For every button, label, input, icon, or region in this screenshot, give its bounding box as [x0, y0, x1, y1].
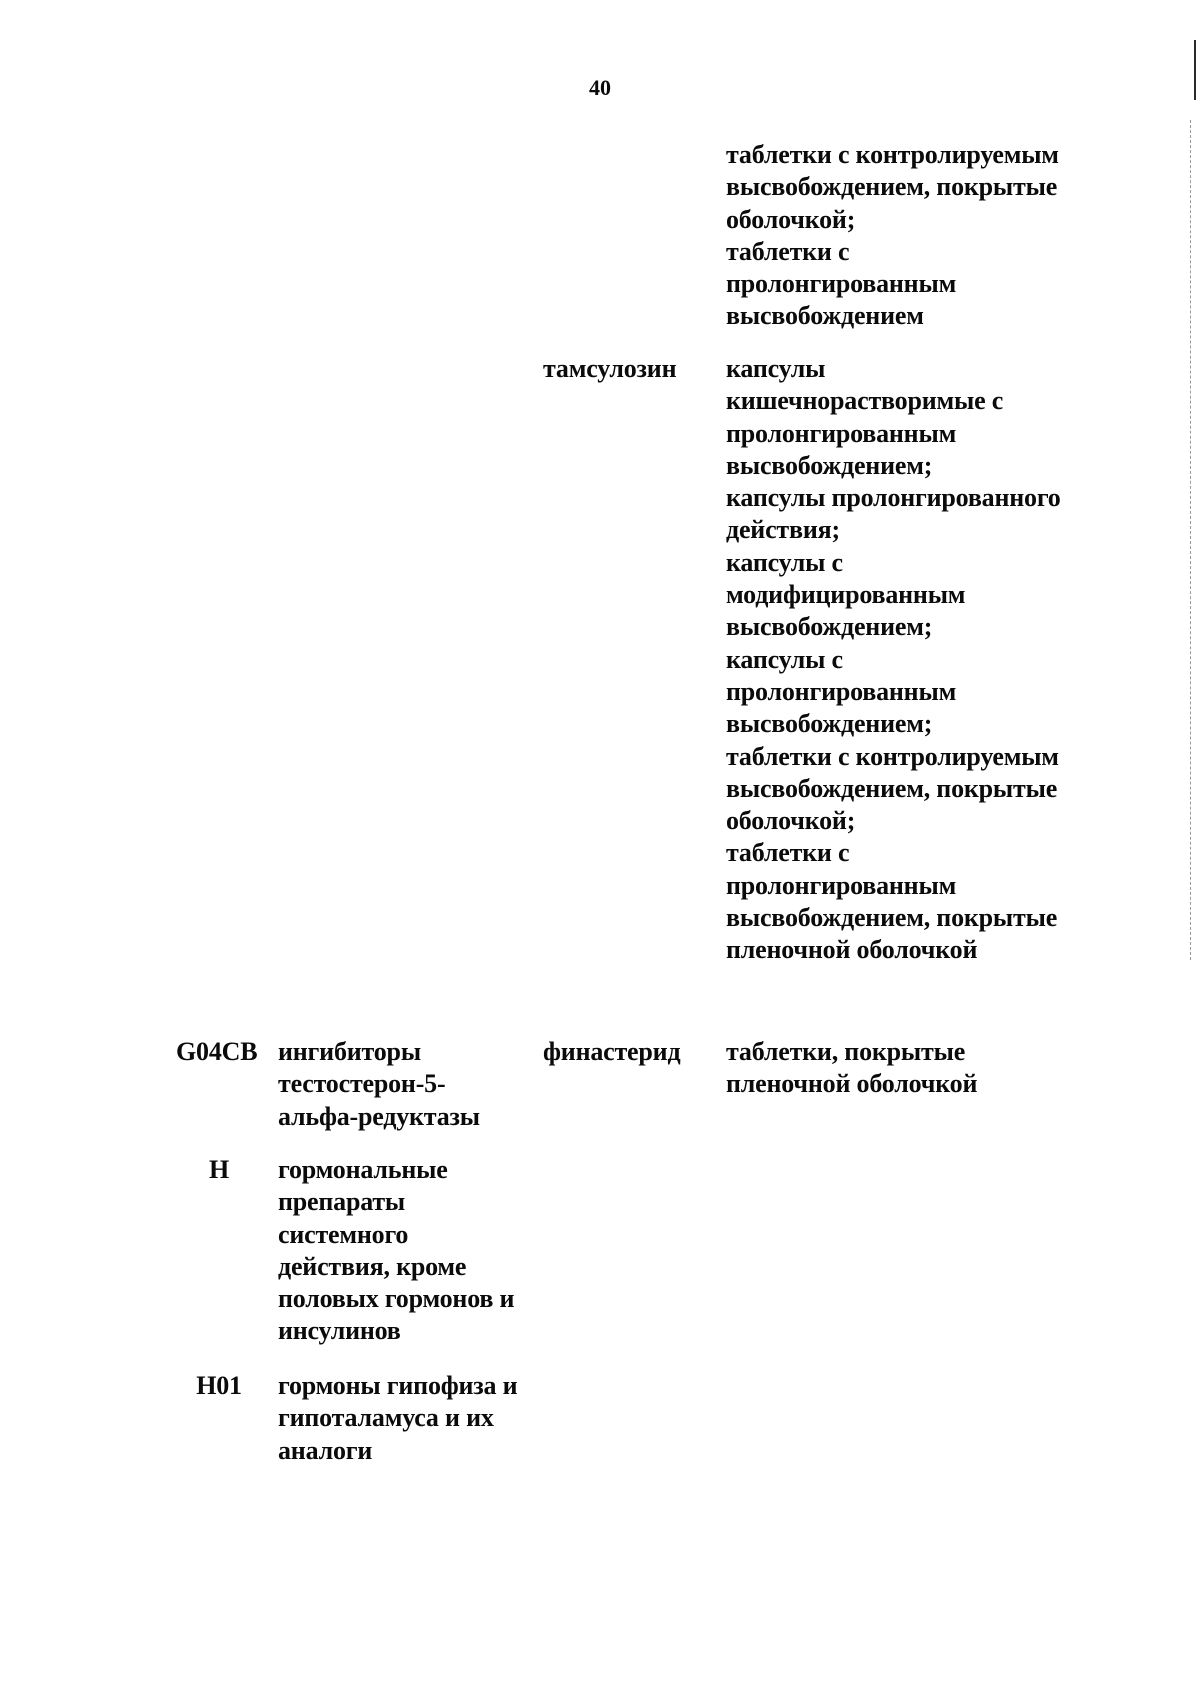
drug-name: тамсулозин [543, 354, 677, 383]
dosage-form-line: оболочкой; [726, 806, 856, 836]
atc-group-line: гормоны гипофиза и [278, 1371, 518, 1400]
atc-code: H01 [196, 1371, 242, 1400]
dosage-form-line: пленочной оболочкой [726, 935, 978, 965]
dosage-form-line: пролонгированным [726, 870, 957, 900]
dosage-form-line: капсулы [726, 354, 826, 383]
atc-group-g04cb [278, 1036, 480, 1133]
dosage-form-line: высвобождением; [726, 450, 933, 480]
atc-group-line: гипоталамуса и их [278, 1403, 494, 1433]
drug-name: финастерид [543, 1037, 681, 1066]
dosage-form-line: таблетки с [726, 838, 850, 868]
dosage-form-line: высвобождением [726, 301, 924, 331]
dosage-form-line: таблетки с контролируемым [726, 741, 1059, 771]
atc-group-line: действия, кроме [278, 1251, 467, 1281]
dosage-form-line: пленочной оболочкой [726, 1069, 978, 1099]
scan-edge-mark [1194, 40, 1196, 100]
dosage-form-line: таблетки с [726, 236, 850, 266]
page-number: 40 [589, 75, 611, 100]
atc-group-line: альфа-редуктазы [278, 1101, 480, 1131]
dosage-form-line: капсулы с [726, 547, 843, 577]
atc-group-line: аналоги [278, 1435, 373, 1465]
dosage-form-line: высвобождением, покрытые [726, 903, 1058, 933]
atc-code-g04cb [176, 1036, 257, 1068]
drug-name-tamsulosin [543, 353, 676, 385]
atc-group-line: системного [278, 1219, 409, 1249]
atc-group-line: тестостерон-5- [278, 1069, 446, 1099]
dosage-form-line: действия; [726, 515, 840, 545]
atc-group-line: гормональные [278, 1155, 448, 1184]
dosage-form-line: капсулы пролонгированного [726, 483, 1061, 513]
dosage-forms-continued [726, 139, 1059, 333]
dosage-forms-tamsulosin [726, 353, 1061, 967]
drug-name-finasteride [543, 1036, 680, 1068]
dosage-form-line: высвобождением; [726, 709, 933, 739]
dosage-form-line: высвобождением, покрытые [726, 172, 1058, 202]
dosage-form-line: пролонгированным [726, 418, 957, 448]
atc-code: G04CB [176, 1037, 258, 1066]
atc-code-h01 [176, 1370, 262, 1402]
atc-group-line: препараты [278, 1187, 406, 1217]
dosage-form-line: пролонгированным [726, 269, 957, 299]
atc-group-h01 [278, 1370, 517, 1467]
dosage-form-line: модифицированным [726, 580, 966, 610]
dosage-form-line: таблетки, покрытые [726, 1037, 966, 1066]
scan-edge-dots [1190, 120, 1192, 960]
atc-group-h [278, 1154, 514, 1348]
atc-code: H [208, 1155, 230, 1184]
atc-group-line: половых гормонов и [278, 1284, 515, 1314]
dosage-form-line: пролонгированным [726, 676, 957, 706]
dosage-form-line: высвобождением; [726, 612, 933, 642]
dosage-form-line: оболочкой; [726, 204, 856, 234]
atc-code-h [176, 1154, 262, 1186]
dosage-forms-finasteride [726, 1036, 977, 1101]
dosage-form-line: высвобождением, покрытые [726, 773, 1058, 803]
atc-group-line: ингибиторы [278, 1037, 421, 1066]
dosage-form-line: кишечнорастворимые с [726, 386, 1004, 416]
dosage-form-line: капсулы с [726, 644, 843, 674]
dosage-form-line: таблетки с контролируемым [726, 140, 1059, 169]
atc-group-line: инсулинов [278, 1316, 401, 1346]
